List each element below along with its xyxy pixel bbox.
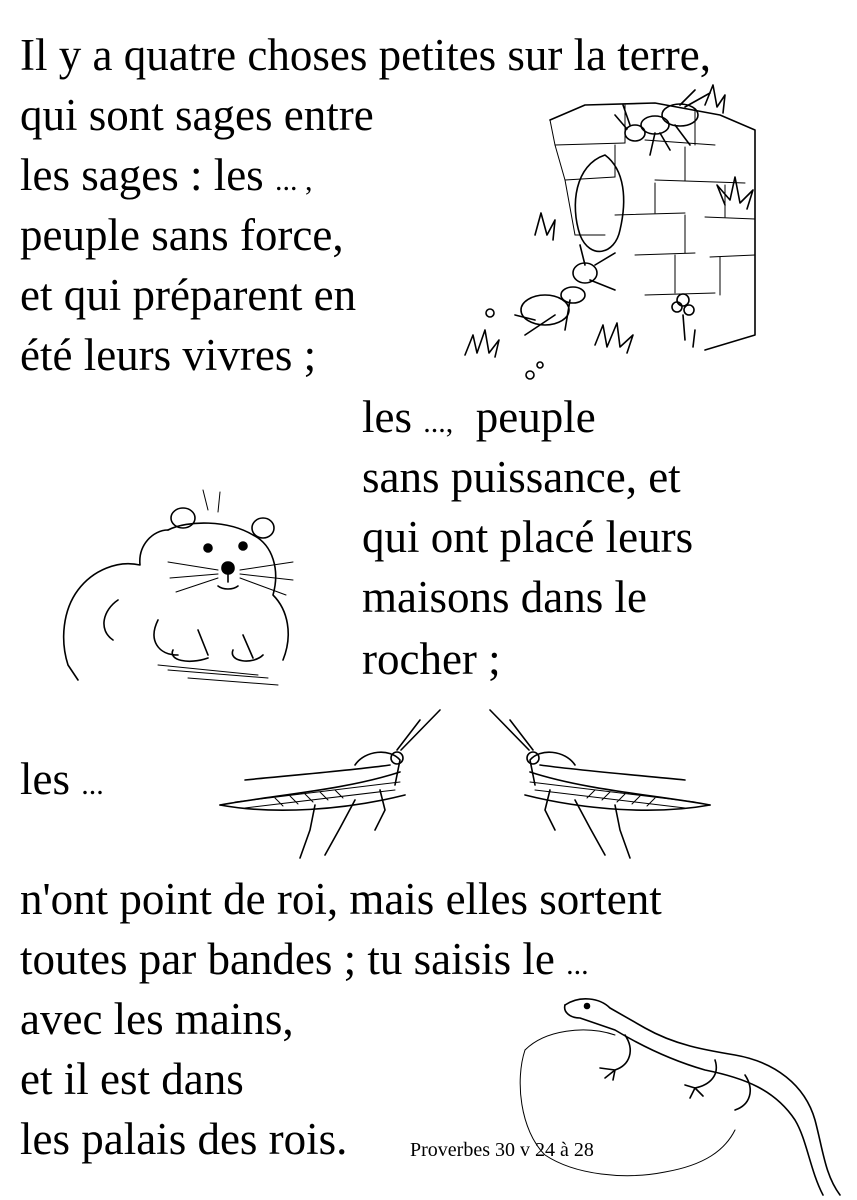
text-line-14-start: toutes par bandes ; tu saisis le <box>20 934 555 984</box>
text-line-4: peuple sans force, <box>20 210 344 260</box>
text-line-14 <box>20 932 589 992</box>
text-line-7 <box>362 390 596 450</box>
text-line-12-start: les <box>20 754 70 804</box>
blank-locusts: ... <box>81 768 104 801</box>
blank-ants: ... , <box>274 164 313 197</box>
text-line-15: avec les mains, <box>20 994 294 1044</box>
text-line-2: qui sont sages entre <box>20 90 374 140</box>
text-line-17: les palais des rois. <box>20 1114 348 1164</box>
text-line-9: qui ont placé leurs <box>362 512 694 562</box>
text-line-7-start: les <box>362 392 412 442</box>
blank-hyrax: ..., <box>423 406 454 439</box>
text-line-16: et il est dans <box>20 1054 244 1104</box>
text-line-3 <box>20 148 312 208</box>
text-line-1: Il y a quatre choses petites sur la terre, <box>20 30 711 80</box>
text-line-7-end: peuple <box>475 392 596 442</box>
ant-illustration <box>455 85 825 385</box>
lizard-illustration <box>505 990 845 1200</box>
hyrax-illustration <box>58 490 298 690</box>
text-line-3-start: les sages : les <box>20 150 264 200</box>
text-line-13: n'ont point de roi, mais elles sortent <box>20 874 662 924</box>
text-line-11: rocher ; <box>362 634 501 684</box>
blank-lizard: ... <box>566 948 589 981</box>
text-line-10: maisons dans le <box>362 572 647 622</box>
text-line-8: sans puissance, et <box>362 452 681 502</box>
locust-illustration <box>215 710 715 865</box>
bible-reference: Proverbes 30 v 24 à 28 <box>410 1139 594 1161</box>
text-line-12 <box>20 752 104 812</box>
text-line-6: été leurs vivres ; <box>20 330 317 380</box>
text-line-5: et qui préparent en <box>20 270 357 320</box>
